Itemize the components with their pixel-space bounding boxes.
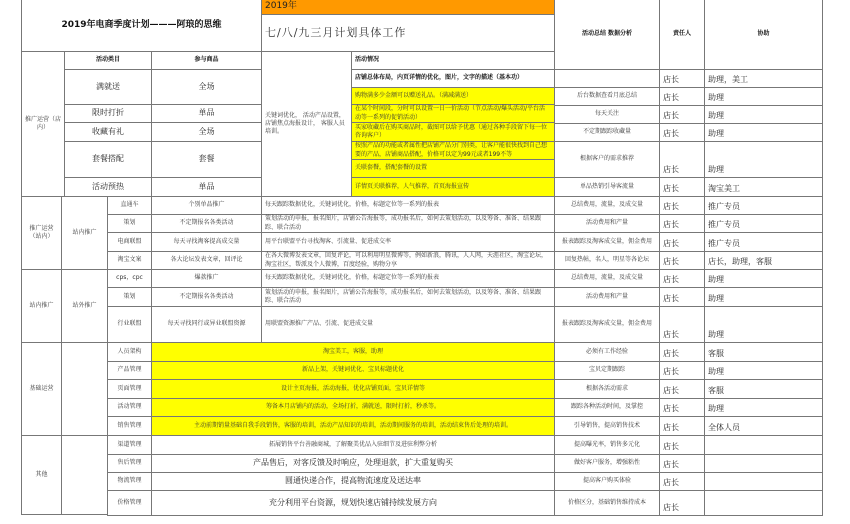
summary-cell bbox=[554, 269, 660, 288]
header-assist bbox=[704, 0, 823, 70]
summary-cell bbox=[554, 69, 660, 88]
header-owner-text: 责任人 bbox=[672, 30, 691, 38]
ops-name-text: 销售管理 bbox=[117, 421, 142, 429]
summary-cell bbox=[554, 472, 660, 491]
activity-situation-text: 详情页关联推荐，人气推荐，首页海报宣传 bbox=[355, 182, 470, 190]
summary-cell bbox=[554, 435, 660, 455]
owner-cell bbox=[659, 232, 705, 252]
year-label bbox=[261, 0, 555, 15]
channel-name bbox=[107, 287, 152, 307]
owner-cell-text: 店长 bbox=[663, 202, 679, 212]
ops-content bbox=[151, 379, 555, 399]
channel-detail bbox=[261, 251, 555, 270]
summary-cell-text: 跟踪各种活动时间，及掌控 bbox=[570, 403, 643, 411]
activity-situation-text: 按照产品的功能或者属性把店铺产品分门别类，让客户能很快找到自己想要的产品，店铺商品搭配，价格可以定为99元或者199不等 bbox=[355, 142, 548, 158]
assist-cell bbox=[704, 287, 823, 307]
header-summary-text: 活动总结 数据分析 bbox=[581, 30, 633, 38]
owner-cell-text: 店长 bbox=[663, 386, 679, 396]
assist-cell bbox=[704, 342, 823, 362]
assist-cell bbox=[704, 177, 823, 197]
other-name bbox=[107, 435, 152, 455]
channel-goal-text: 不定期报名各类活动 bbox=[179, 219, 234, 227]
other-name bbox=[107, 454, 152, 473]
header-assist-text: 协助 bbox=[757, 30, 770, 38]
channel-goal bbox=[151, 251, 262, 270]
ops-name-text: 页面管理 bbox=[117, 384, 142, 392]
activity-category bbox=[64, 122, 152, 142]
summary-cell bbox=[554, 87, 660, 106]
activity-category bbox=[64, 177, 152, 197]
other-content-text: 拓展销售平台善融商城，了解聚美优品入驻细节及进驻利弊分析 bbox=[268, 440, 437, 448]
channel-detail bbox=[261, 232, 555, 252]
assist-cell-text: 助理 bbox=[708, 165, 724, 175]
summary-cell-text: 不定期跟踪收藏量 bbox=[582, 128, 631, 136]
channel-name-text: 策划 bbox=[123, 292, 136, 300]
header-situation bbox=[351, 51, 555, 70]
assist-cell bbox=[704, 214, 823, 233]
channel-goal bbox=[151, 214, 262, 233]
summary-cell-text: 每天关注 bbox=[594, 110, 619, 118]
other-content-text: 充分利用平台资源，规划快速店铺持续发展方向 bbox=[269, 497, 437, 507]
assist-cell-text: 助理 bbox=[708, 330, 724, 340]
summary-cell-text: 回复热帖，名人，明星等各论坛 bbox=[564, 256, 649, 264]
group-label bbox=[21, 269, 62, 343]
ops-content bbox=[151, 361, 555, 380]
ops-content-text: 筹备本月店铺内的活动，全场打折，满就送，限时打折，秒杀等。 bbox=[265, 403, 440, 411]
header-summary bbox=[554, 0, 660, 70]
assist-cell-text: 客服 bbox=[708, 349, 724, 359]
activity-goods bbox=[151, 104, 262, 123]
owner-cell-text: 店长 bbox=[663, 129, 679, 139]
owner-cell-text: 店长 bbox=[663, 404, 679, 414]
channel-detail-text: 用平台联盟平台寻找淘客、引流量、促进成交率 bbox=[265, 237, 392, 245]
assist-cell bbox=[704, 87, 823, 106]
header-category-text: 活动类目 bbox=[95, 56, 120, 64]
assist-cell-text: 助理，美工 bbox=[708, 75, 748, 85]
header-goods bbox=[151, 51, 262, 70]
ops-name bbox=[107, 416, 152, 436]
assist-cell-text: 助理 bbox=[708, 93, 724, 103]
plan-subtitle-text: 七/八/九三月计划具体工作 bbox=[265, 25, 407, 39]
owner-cell bbox=[659, 69, 705, 88]
other-content bbox=[151, 454, 555, 473]
activity-category-text: 限时打折 bbox=[92, 108, 124, 118]
channel-detail-text: 用联盟资源推广产品、引流、促进成交量 bbox=[265, 320, 374, 328]
activity-situation-text: 买家收藏后在购买商品时，截图可以给予优惠（通过各种手段留下每一位咨询客户） bbox=[355, 123, 548, 139]
owner-cell-text: 店长 bbox=[663, 165, 679, 175]
activity-category-text: 收藏有礼 bbox=[92, 126, 124, 136]
subgroup-label bbox=[61, 196, 108, 270]
other-name-text: 物流管理 bbox=[117, 477, 142, 485]
channel-detail-text: 在各大微博发表文章，回复评论，可以利用明星微博等，例如新浪，腾讯，人人网，天涯社区，淘宝论坛，淘宝社区，帮派及个人微博，百度经验，购物分享 bbox=[265, 252, 548, 268]
assist-cell bbox=[704, 435, 823, 455]
activity-situation-text: 购物满多少金额可以赠送礼品。（满减满送） bbox=[355, 91, 473, 99]
activity-category bbox=[64, 104, 152, 123]
group-label bbox=[21, 342, 62, 436]
channel-name-text: 电商联盟 bbox=[117, 237, 142, 245]
other-content-text: 圆通快递合作，提高物流速度及送达率 bbox=[285, 476, 421, 486]
channel-name bbox=[107, 251, 152, 270]
owner-cell bbox=[659, 306, 705, 343]
summary-cell-text: 总结费用，流量，及成交量 bbox=[570, 274, 643, 282]
activity-goods-text: 单品 bbox=[198, 181, 215, 191]
ops-name-text: 人员架构 bbox=[117, 347, 142, 355]
assist-cell-text: 推广专员 bbox=[708, 202, 740, 212]
summary-cell bbox=[554, 214, 660, 233]
owner-cell-text: 店长 bbox=[663, 275, 679, 285]
assist-cell bbox=[704, 232, 823, 252]
assist-cell-text: 助理 bbox=[708, 129, 724, 139]
summary-cell bbox=[554, 141, 660, 178]
ops-content bbox=[151, 416, 555, 436]
channel-detail-text: 策划活动的申报，报名图片，店铺公告海报等，成功报名后，如何去策划活动，以及筹备、准备、结果跟踪、联合活动 bbox=[265, 288, 542, 304]
owner-cell bbox=[659, 379, 705, 399]
channel-name-text: 直通车 bbox=[120, 201, 139, 209]
owner-cell bbox=[659, 287, 705, 307]
summary-cell-text: 引导销售，提高销售技术 bbox=[573, 421, 640, 429]
assist-cell bbox=[704, 472, 823, 491]
owner-cell-text: 店长 bbox=[663, 349, 679, 359]
owner-cell-text: 店长 bbox=[663, 367, 679, 377]
group-label bbox=[21, 51, 65, 197]
channel-goal-text: 个别单品推广 bbox=[188, 201, 225, 209]
owner-cell bbox=[659, 177, 705, 197]
owner-cell bbox=[659, 342, 705, 362]
ops-content-text: 主动前期销量基础自我手段销售，客服的培训，活动产品知识的培训，活动期间服务的培训，活动结束售后处理的培训。 bbox=[193, 421, 512, 429]
activity-goods bbox=[151, 122, 262, 142]
owner-cell bbox=[659, 196, 705, 215]
year-label-text: 2019年 bbox=[265, 1, 297, 11]
summary-cell-text: 总结费用，流量，及成交量 bbox=[570, 201, 643, 209]
summary-cell-text: 后台数据查看月底总结 bbox=[576, 92, 637, 100]
other-name-text: 售后管理 bbox=[117, 459, 142, 467]
assist-cell bbox=[704, 454, 823, 473]
ops-name bbox=[107, 361, 152, 380]
summary-cell bbox=[554, 361, 660, 380]
other-content-text: 产品售后，对客反馈及时响应，处理退款，扩大重复购买 bbox=[253, 458, 453, 468]
summary-cell-text: 宝贝定期跟踪 bbox=[588, 366, 625, 374]
ops-name-text: 产品管理 bbox=[117, 366, 142, 374]
other-name-text: 价格管理 bbox=[117, 498, 142, 506]
summary-cell bbox=[554, 490, 660, 516]
owner-cell bbox=[659, 105, 705, 124]
other-name bbox=[107, 472, 152, 491]
activity-situation bbox=[351, 141, 555, 160]
summary-cell bbox=[554, 123, 660, 142]
ops-content bbox=[151, 342, 555, 362]
header-situation-text: 活动情况 bbox=[355, 56, 380, 64]
activity-situation bbox=[351, 69, 555, 88]
subgroup-label-text: 站外推广 bbox=[72, 301, 97, 309]
assist-cell bbox=[704, 416, 823, 436]
summary-cell-text: 提高曝光率，销售多元化 bbox=[573, 440, 640, 448]
subgroup-label bbox=[61, 269, 108, 343]
ops-content bbox=[151, 398, 555, 417]
activity-situation-text: 店铺总体布局，内页详情的优化，图片，文字的描述（基本功） bbox=[355, 74, 524, 82]
activity-goods-text: 全场 bbox=[198, 126, 215, 136]
channel-detail bbox=[261, 306, 555, 343]
activity-goods bbox=[151, 141, 262, 178]
activity-goods bbox=[151, 69, 262, 105]
summary-cell bbox=[554, 379, 660, 399]
group-label-text: 其他 bbox=[35, 470, 48, 478]
owner-cell bbox=[659, 416, 705, 436]
channel-name bbox=[107, 232, 152, 252]
ops-name bbox=[107, 398, 152, 417]
summary-cell-text: 价格区分，基础销售维持成本 bbox=[567, 498, 646, 506]
channel-detail bbox=[261, 269, 555, 288]
ops-name bbox=[107, 342, 152, 362]
channel-name bbox=[107, 269, 152, 288]
owner-cell bbox=[659, 435, 705, 455]
assist-cell bbox=[704, 398, 823, 417]
other-name bbox=[107, 490, 152, 516]
owner-cell bbox=[659, 490, 705, 516]
activity-category-text: 套餐搭配 bbox=[92, 154, 124, 164]
owner-cell bbox=[659, 141, 705, 178]
header-owner bbox=[659, 0, 705, 70]
assist-cell-text: 助理 bbox=[708, 275, 724, 285]
assist-cell bbox=[704, 251, 823, 270]
assist-cell-text: 助理 bbox=[708, 294, 724, 304]
activity-goods-text: 套餐 bbox=[198, 154, 215, 164]
owner-cell-text: 店长 bbox=[663, 442, 679, 452]
owner-cell bbox=[659, 214, 705, 233]
summary-cell bbox=[554, 232, 660, 252]
owner-cell bbox=[659, 251, 705, 270]
summary-cell-text: 根据各活动需求 bbox=[585, 384, 628, 392]
assist-cell bbox=[704, 196, 823, 215]
assist-cell-text: 推广专员 bbox=[708, 220, 740, 230]
activity-situation bbox=[351, 159, 555, 178]
assist-cell bbox=[704, 306, 823, 343]
owner-cell-text: 店长 bbox=[663, 111, 679, 121]
other-name-text: 渠道管理 bbox=[117, 440, 142, 448]
channel-name-text: 淘宝文案 bbox=[117, 256, 142, 264]
channel-goal bbox=[151, 306, 262, 343]
owner-cell-text: 店长 bbox=[663, 330, 679, 340]
assist-cell bbox=[704, 379, 823, 399]
channel-goal bbox=[151, 269, 262, 288]
activity-category-text: 活动预热 bbox=[92, 181, 124, 191]
channel-detail bbox=[261, 196, 555, 215]
summary-cell-text: 活动费用和产量 bbox=[585, 292, 628, 300]
assist-cell-text: 客服 bbox=[708, 386, 724, 396]
summary-cell-text: 单品热销引导客流量 bbox=[579, 182, 634, 190]
summary-cell bbox=[554, 177, 660, 197]
plan-title-text: 2019年电商季度计划———阿琅的思维 bbox=[61, 20, 222, 31]
owner-cell-text: 店长 bbox=[663, 220, 679, 230]
ops-content-text: 淘宝美工，客服，助理 bbox=[322, 347, 383, 355]
channel-detail-text: 每天跟踪数据优化，关键词优化，价格，标题定位等一系列的报表 bbox=[265, 274, 440, 282]
subgroup-label bbox=[61, 342, 108, 436]
owner-cell-text: 店长 bbox=[663, 478, 679, 488]
owner-cell bbox=[659, 361, 705, 380]
group-label-text: 推广运营（店内） bbox=[25, 115, 62, 131]
ops-content-text: 新品上架，关键词优化、宝贝标题优化 bbox=[301, 366, 404, 374]
other-content bbox=[151, 435, 555, 455]
group-label-text: 站内推广 bbox=[29, 301, 54, 309]
summary-cell-text: 报表跟踪及淘客成交量，佣金费用 bbox=[561, 237, 652, 245]
channel-goal-text: 每天寻找同行或异业联盟资源 bbox=[167, 320, 246, 328]
activity-category bbox=[64, 69, 152, 105]
channel-goal-text: 每天寻找淘客提高成交量 bbox=[173, 237, 240, 245]
summary-cell bbox=[554, 251, 660, 270]
plan-subtitle bbox=[261, 14, 555, 52]
activity-goods bbox=[151, 177, 262, 197]
owner-cell-text: 店长 bbox=[663, 423, 679, 433]
summary-cell bbox=[554, 306, 660, 343]
section-description-text: 关键词优化， 活动产品设置， 店铺焦点海报设计， 客服人员培训。 bbox=[265, 111, 345, 136]
ops-name-text: 活动管理 bbox=[117, 403, 142, 411]
channel-name-text: 行业联盟 bbox=[117, 320, 142, 328]
owner-cell-text: 店长 bbox=[663, 75, 679, 85]
ops-content-text: 设计主页海报，活动海报，优化店铺页面，宝贝详情等 bbox=[280, 384, 425, 392]
channel-goal-text: 各大论坛发表文章，回评论 bbox=[170, 256, 243, 264]
channel-goal-text: 爆款推广 bbox=[194, 274, 219, 282]
summary-cell bbox=[554, 454, 660, 473]
activity-category bbox=[64, 141, 152, 178]
subgroup-label-text: 站内推广 bbox=[72, 228, 97, 236]
activity-goods-text: 单品 bbox=[198, 108, 215, 118]
owner-cell bbox=[659, 123, 705, 142]
plan-title bbox=[21, 0, 262, 52]
owner-cell bbox=[659, 87, 705, 106]
group-label-text: 推广运营（站内） bbox=[29, 224, 54, 240]
group-label bbox=[21, 196, 62, 270]
assist-cell bbox=[704, 490, 823, 516]
summary-cell-text: 做好客户服务，增强粘性 bbox=[573, 459, 640, 467]
activity-situation bbox=[351, 122, 555, 142]
assist-cell-text: 助理 bbox=[708, 367, 724, 377]
owner-cell-text: 店长 bbox=[663, 460, 679, 470]
channel-goal bbox=[151, 232, 262, 252]
assist-cell-text: 推广专员 bbox=[708, 239, 740, 249]
assist-cell bbox=[704, 105, 823, 124]
summary-cell-text: 提高客户购买体验 bbox=[582, 477, 631, 485]
other-content bbox=[151, 490, 555, 516]
owner-cell bbox=[659, 454, 705, 473]
assist-cell bbox=[704, 69, 823, 88]
channel-name-text: cps，cpc bbox=[116, 274, 143, 282]
owner-cell-text: 店长 bbox=[663, 93, 679, 103]
channel-detail bbox=[261, 287, 555, 307]
subgroup-label bbox=[61, 435, 108, 515]
group-label-text: 基础运营 bbox=[29, 384, 54, 392]
channel-name bbox=[107, 214, 152, 233]
assist-cell-text: 店长，助理，客服 bbox=[708, 257, 772, 267]
section-description bbox=[261, 51, 352, 197]
summary-cell bbox=[554, 416, 660, 436]
channel-name bbox=[107, 306, 152, 343]
summary-cell bbox=[554, 342, 660, 362]
summary-cell-text: 根据客户的需求推荐 bbox=[579, 155, 634, 163]
header-category bbox=[64, 51, 152, 70]
owner-cell bbox=[659, 269, 705, 288]
assist-cell bbox=[704, 361, 823, 380]
ops-name bbox=[107, 379, 152, 399]
activity-situation bbox=[351, 177, 555, 197]
summary-cell-text: 必须有工作经验 bbox=[585, 347, 628, 355]
channel-detail bbox=[261, 214, 555, 233]
activity-situation bbox=[351, 87, 555, 105]
summary-cell bbox=[554, 287, 660, 307]
channel-goal bbox=[151, 196, 262, 215]
owner-cell-text: 店长 bbox=[663, 239, 679, 249]
owner-cell-text: 店长 bbox=[663, 503, 679, 513]
activity-category-text: 满就送 bbox=[96, 81, 120, 91]
summary-cell bbox=[554, 105, 660, 124]
owner-cell-text: 店长 bbox=[663, 257, 679, 267]
channel-name-text: 策划 bbox=[123, 219, 136, 227]
channel-detail-text: 策划活动的申报，报名图片，店铺公告海报等，成功报名后，如何去策划活动，以及筹备、准备、结果跟踪、联合活动 bbox=[265, 215, 542, 231]
summary-cell bbox=[554, 398, 660, 417]
assist-cell-text: 助理 bbox=[708, 111, 724, 121]
group-label bbox=[21, 435, 62, 515]
owner-cell bbox=[659, 472, 705, 491]
assist-cell-text: 全体人员 bbox=[708, 423, 740, 433]
owner-cell bbox=[659, 398, 705, 417]
owner-cell-text: 店长 bbox=[663, 184, 679, 194]
activity-goods-text: 全场 bbox=[198, 81, 215, 91]
activity-situation bbox=[351, 104, 555, 123]
assist-cell-text: 淘宝美工 bbox=[708, 184, 740, 194]
header-goods-text: 参与商品 bbox=[194, 56, 219, 64]
assist-cell bbox=[704, 141, 823, 178]
summary-cell-text: 活动费用和产量 bbox=[585, 219, 628, 227]
channel-detail-text: 每天跟踪数据优化，关键词优化，价格，标题定位等一系列的报表 bbox=[265, 201, 440, 209]
activity-situation-text: 关联套餐，搭配套餐的设置 bbox=[355, 164, 428, 172]
assist-cell-text: 助理 bbox=[708, 404, 724, 414]
summary-cell bbox=[554, 196, 660, 215]
summary-cell-text: 报表跟踪及淘客成交量，佣金费用 bbox=[561, 320, 652, 328]
assist-cell bbox=[704, 269, 823, 288]
activity-situation-text: 在某个时间段，分时可以设置一日一价活动（节点活动/爆头活动/平台活动等一系列的促销活动） bbox=[355, 105, 546, 121]
channel-name bbox=[107, 196, 152, 215]
assist-cell bbox=[704, 123, 823, 142]
channel-goal bbox=[151, 287, 262, 307]
other-content bbox=[151, 472, 555, 491]
owner-cell-text: 店长 bbox=[663, 294, 679, 304]
channel-goal-text: 不定期报名各类活动 bbox=[179, 292, 234, 300]
